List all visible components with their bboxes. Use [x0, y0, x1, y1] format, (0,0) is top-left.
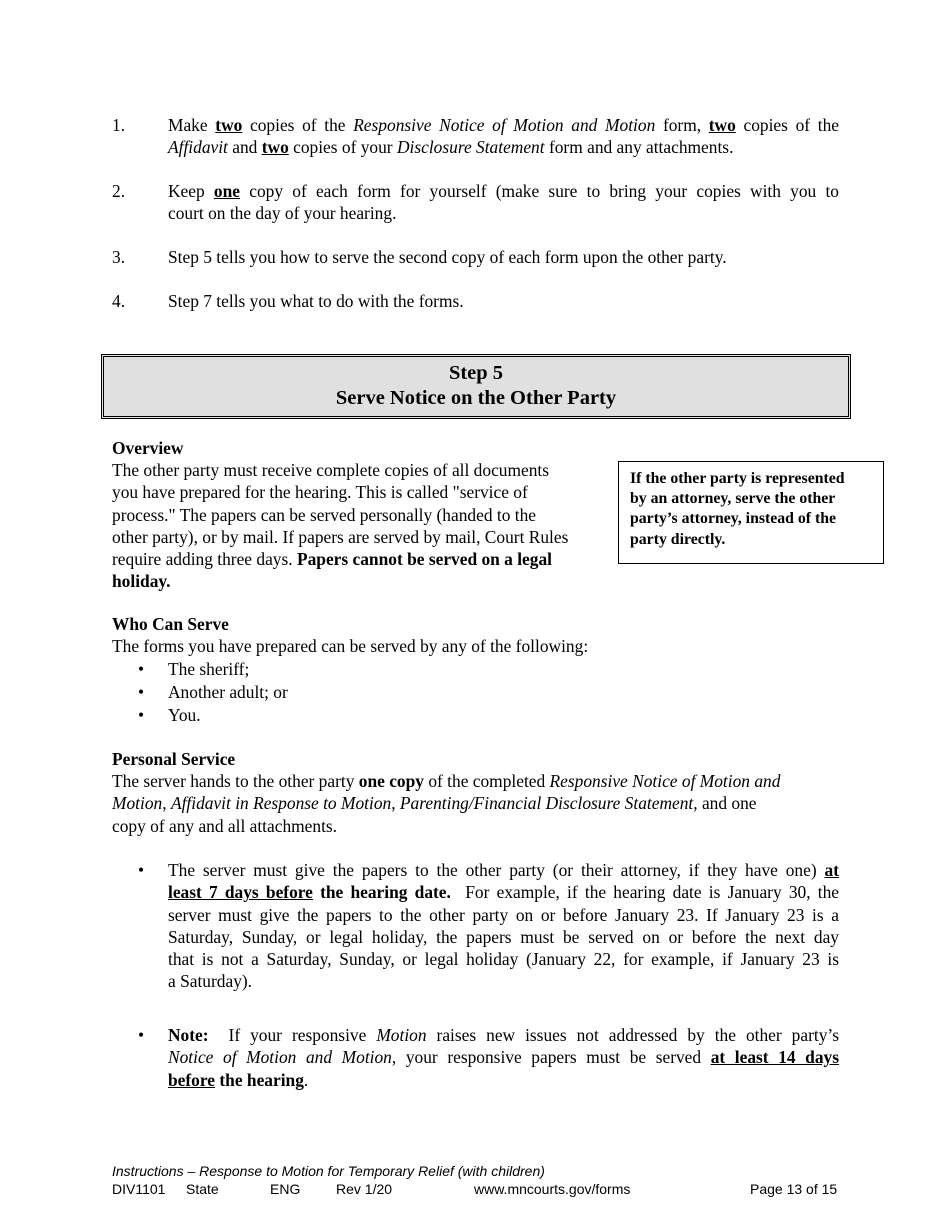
personal-service-paragraph — [112, 770, 842, 837]
list-item-1-line-1: Make two copies of the Responsive Notice of Motion and Motion form, two copies of the — [168, 115, 839, 135]
list-item-2-line-1: Keep one copy of each form for yourself (make sure to bring your copies with you to — [168, 181, 839, 201]
personal-service-line: copy of any and all attachments. — [112, 815, 338, 836]
list-number-1: 1. — [112, 115, 126, 135]
overview-heading: Overview — [112, 438, 184, 458]
step-title: Serve Notice on the Other Party — [335, 387, 617, 409]
service-deadline-line: least 7 days before the hearing date. For example, if the hearing date is January 30, the — [168, 882, 840, 903]
overview-paragraph — [112, 459, 612, 593]
bullet-icon: • — [138, 860, 145, 880]
personal-service-heading: Personal Service — [112, 749, 236, 769]
overview-line: other party), or by mail. If papers are served by mail, Court Rules — [112, 526, 569, 547]
attorney-note-line: party directly. — [630, 530, 726, 548]
new-issues-note-line: Notice of Motion and Motion, your responsive papers must be served at least 14 days — [168, 1047, 840, 1068]
bullet-icon: • — [138, 682, 145, 702]
list-item-2 — [168, 180, 839, 225]
list-number-4: 4. — [112, 291, 126, 311]
service-deadline-line: The server must give the papers to the other party (or their attorney, if they have one) at — [168, 860, 839, 880]
overview-line: The other party must receive complete copies of all documents — [112, 460, 550, 480]
list-number-3: 3. — [112, 247, 126, 267]
personal-service-line: The server hands to the other party one copy of the completed Responsive Notice of Motion and — [112, 771, 781, 791]
new-issues-note-line: before the hearing. — [168, 1069, 309, 1090]
service-deadline-bullet — [168, 859, 839, 993]
overview-line: process." The papers can be served personally (handed to the — [112, 504, 536, 525]
who-can-serve-heading: Who Can Serve — [112, 614, 229, 634]
footer-page-number: Page 13 of 15 — [750, 1181, 838, 1197]
list-item-4: Step 7 tells you what to do with the forms. — [168, 291, 464, 311]
footer-language: ENG — [270, 1181, 301, 1197]
new-issues-note-bullet — [168, 1024, 839, 1091]
footer-revision: Rev 1/20 — [336, 1181, 393, 1197]
list-item-1 — [168, 114, 839, 159]
list-item-2-line-2: court on the day of your hearing. — [168, 203, 397, 224]
overview-line: require adding three days. Papers cannot be served on a legal — [112, 549, 552, 570]
service-deadline-line: a Saturday). — [168, 971, 253, 992]
footer-url: www.mncourts.gov/forms — [474, 1181, 631, 1197]
new-issues-note-line: Note: If your responsive Motion raises new issues not addressed by the other party’s — [168, 1025, 839, 1045]
attorney-note-line: party’s attorney, instead of the — [630, 510, 837, 528]
attorney-note-line: by an attorney, serve the other — [630, 490, 836, 508]
footer-jurisdiction: State — [186, 1181, 219, 1197]
list-item-3: Step 5 tells you how to serve the second copy of each form upon the other party. — [168, 247, 727, 267]
overview-line: holiday. — [112, 571, 171, 592]
footer-form-id: DIV1101 — [112, 1181, 166, 1197]
server-option-item: Another adult; or — [168, 682, 288, 702]
bullet-icon: • — [138, 1025, 145, 1045]
step-header-box — [101, 354, 851, 419]
service-deadline-line: Saturday, Sunday, or legal holiday, the papers must be served on or before the next day — [168, 926, 839, 947]
overview-line: you have prepared for the hearing. This is called "service of — [112, 482, 528, 503]
bullet-icon: • — [138, 659, 145, 679]
server-option-item: The sheriff; — [168, 659, 250, 679]
footer-title: Instructions – Response to Motion for Temporary Relief (with children) — [112, 1163, 545, 1179]
attorney-note-line: If the other party is represented — [630, 470, 845, 487]
service-deadline-line: that is not a Saturday, Sunday, or legal holiday (January 22, for example, if January 23 is — [168, 949, 839, 970]
server-option-item: You. — [168, 705, 201, 725]
service-deadline-line: server must give the papers to the other party on or before January 23. If January 23 is a — [168, 904, 839, 925]
list-number-2: 2. — [112, 181, 126, 201]
personal-service-line: Motion, Affidavit in Response to Motion, Parenting/Financial Disclosure Statement, and one — [112, 793, 757, 814]
attorney-note-box — [618, 461, 884, 564]
list-item-1-line-2: Affidavit and two copies of your Disclosure Statement form and any attachments. — [168, 137, 734, 158]
bullet-icon: • — [138, 705, 145, 725]
who-can-serve-intro: The forms you have prepared can be served by any of the following: — [112, 636, 589, 656]
step-number: Step 5 — [448, 362, 504, 384]
